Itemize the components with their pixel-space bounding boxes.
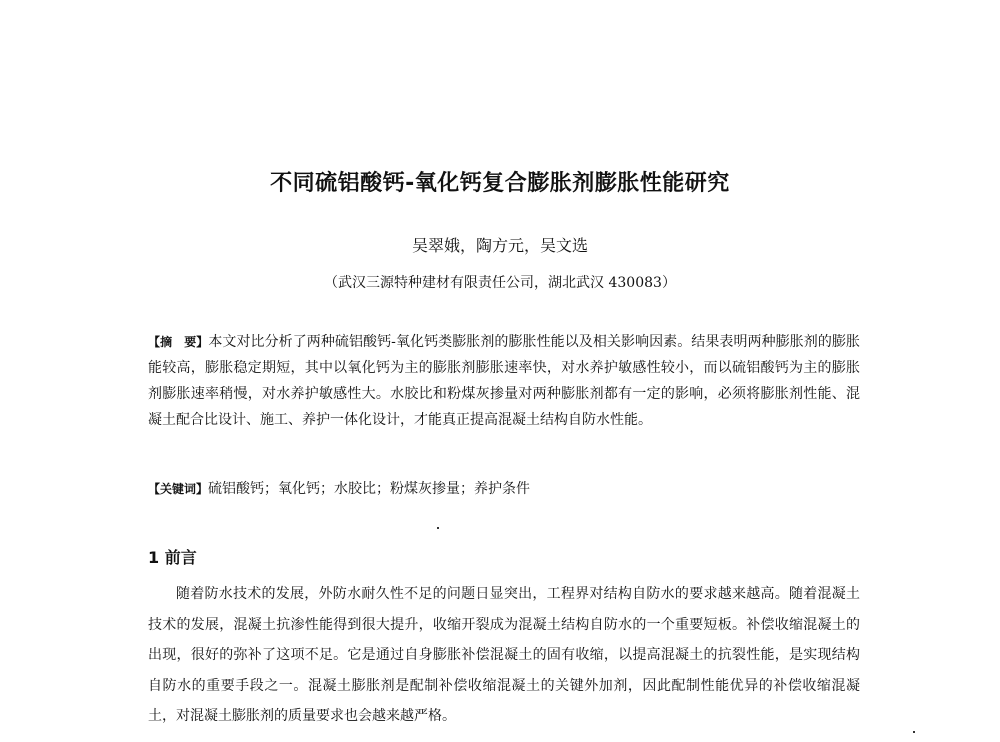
abstract — [148, 329, 860, 433]
keywords-label: 【关键词】 — [148, 482, 209, 496]
paragraph: 随着防水技术的发展，外防水耐久性不足的问题日显突出，工程界对结构自防水的要求越来越高。随着混凝土技术的发展，混凝土抗渗性能得到很大提升，收缩开裂成为混凝土结构自防水的一个重要短板。补偿收缩混凝土的出现，很好的弥补了这项不足。它是通过自身膨胀补偿混凝土的固有收缩，以提高混凝土的抗裂性能，是实现结构自防水的重要手段之一。混凝土膨胀剂是配制补偿收缩混凝土的关键外加剂，因此配制性能优异的补偿收缩混凝土，对混凝土膨胀剂的质量要求也会越来越严格。 — [148, 586, 860, 724]
keywords — [148, 477, 860, 501]
affiliation: （武汉三源特种建材有限责任公司，湖北武汉 430083） — [324, 275, 676, 291]
paper-title: 不同硫铝酸钙-氧化钙复合膨胀剂膨胀性能研究 — [270, 171, 730, 196]
keywords-text: 硫铝酸钙；氧化钙；水胶比；粉煤灰掺量；养护条件 — [208, 481, 531, 497]
scan-speck — [913, 731, 915, 733]
abstract-label: 【摘 要】 — [148, 335, 209, 349]
authors: 吴翠娥，陶方元，吴文选 — [411, 236, 588, 255]
section-heading: 1 前言 — [148, 548, 197, 567]
scan-speck — [437, 527, 439, 529]
section-body — [148, 579, 860, 732]
abstract-text: 本文对比分析了两种硫铝酸钙-氧化钙类膨胀剂的膨胀性能以及相关影响因素。结果表明两种膨胀剂的膨胀能较高，膨胀稳定期短，其中以氧化钙为主的膨胀剂膨胀速率快，对水养护敏感性较小，而以硫铝酸钙为主的膨胀剂膨胀速率稍慢，对水养护敏感性大。水胶比和粉煤灰掺量对两种膨胀剂都有一定的影响，必须将膨胀剂性能、混凝土配合比设计、施工、养护一体化设计，才能真正提高混凝土结构自防水性能。 — [148, 334, 860, 428]
